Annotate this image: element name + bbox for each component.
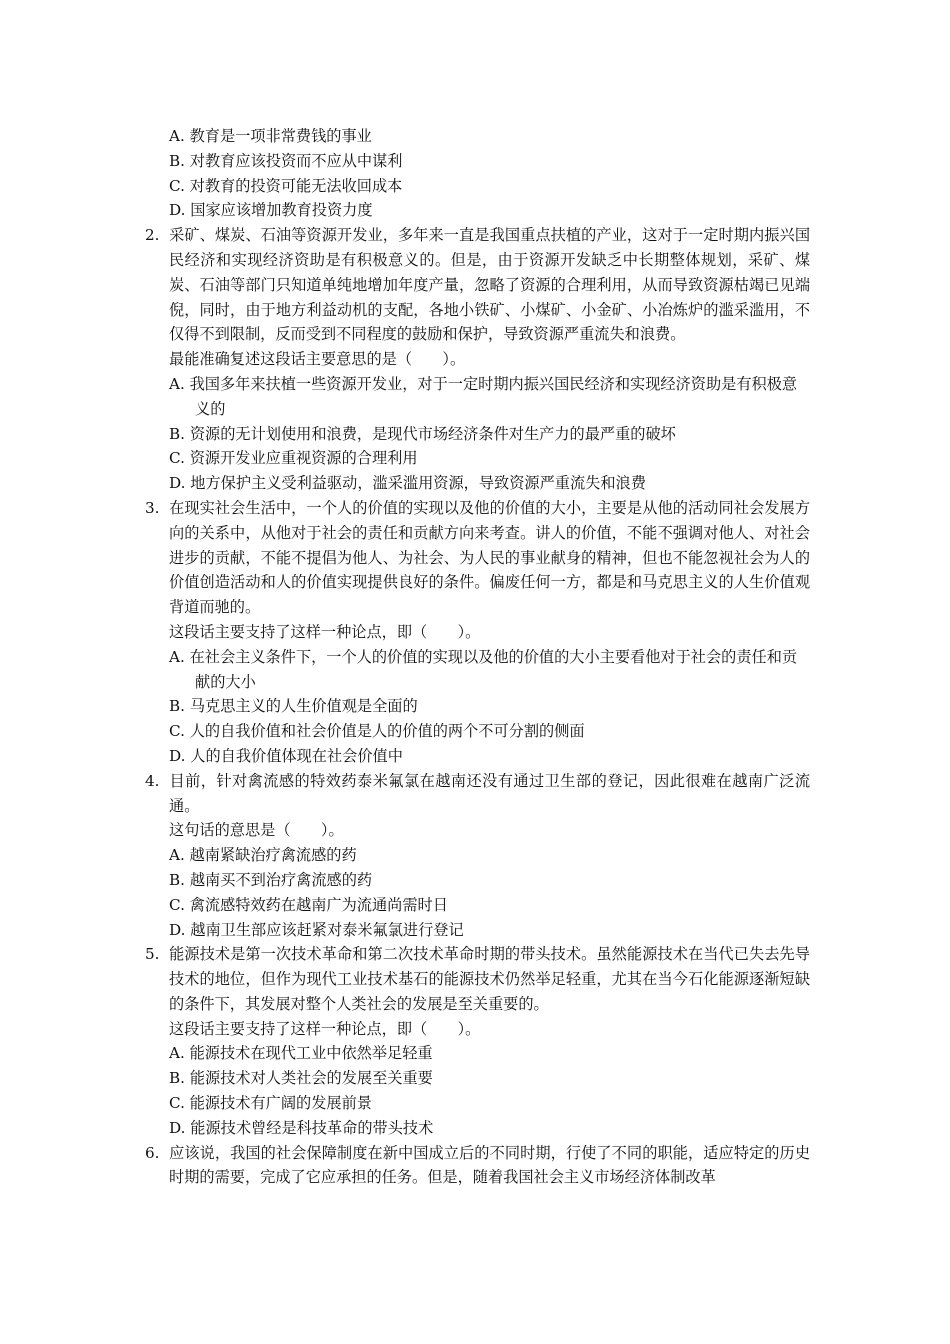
q3-number: 3. bbox=[145, 498, 160, 517]
q5-prompt: 这段话主要支持了这样一种论点，即（ ）。 bbox=[169, 1019, 481, 1038]
q3-option-a: A. 在社会主义条件下，一个人的价值的实现以及他的价值的大小主要看他对于社会的责任和贡献的大小 bbox=[169, 647, 798, 691]
q1-option-c: C. 对教育的投资可能无法收回成本 bbox=[169, 176, 403, 195]
q2-prompt: 最能准确复述这段话主要意思的是（ ）。 bbox=[169, 350, 466, 369]
q4-text: 目前，针对禽流感的特效药泰米氟氯在越南还没有通过卫生部的登记，因此很难在越南广泛流通。 bbox=[169, 771, 810, 815]
q5-option-a: A. 能源技术在现代工业中依然举足轻重 bbox=[169, 1044, 433, 1063]
q2-option-c: C. 资源开发业应重视资源的合理利用 bbox=[169, 449, 418, 468]
question-5 bbox=[145, 942, 810, 1140]
q6-number: 6. bbox=[145, 1143, 160, 1162]
q3-option-b: B. 马克思主义的人生价值观是全面的 bbox=[169, 697, 418, 716]
q6-stem bbox=[145, 1141, 810, 1191]
q5-stem bbox=[145, 942, 810, 1016]
q5-text: 能源技术是第一次技术革命和第二次技术革命时期的带头技术。虽然能源技术在当代已失去先导技术的地位，但作为现代工业技术基石的能源技术仍然举足轻重，尤其在当今石化能源逐渐短缺的条件下，其发展对整个人类社会的发展是至关重要的。 bbox=[169, 945, 810, 1013]
q2-stem bbox=[145, 223, 810, 347]
q5-number: 5. bbox=[145, 945, 160, 964]
q4-stem bbox=[145, 769, 810, 819]
q3-prompt: 这段话主要支持了这样一种论点，即（ ）。 bbox=[169, 622, 481, 641]
question-4 bbox=[145, 769, 810, 943]
q1-option-b: B. 对教育应该投资而不应从中谋利 bbox=[169, 151, 403, 170]
q5-option-c: C. 能源技术有广阔的发展前景 bbox=[169, 1094, 372, 1113]
q3-option-d: D. 人的自我价值体现在社会价值中 bbox=[169, 746, 403, 765]
q2-option-b: B. 资源的无计划使用和浪费，是现代市场经济条件对生产力的最严重的破坏 bbox=[169, 424, 676, 443]
q2-number: 2. bbox=[145, 226, 160, 245]
q6-text: 应该说，我国的社会保障制度在新中国成立后的不同时期，行使了不同的职能，适应特定的历史时期的需要，完成了它应承担的任务。但是，随着我国社会主义市场经济体制改革 bbox=[169, 1143, 810, 1187]
question-6 bbox=[145, 1141, 810, 1191]
q3-option-c: C. 人的自我价值和社会价值是人的价值的两个不可分割的侧面 bbox=[169, 722, 585, 741]
q3-stem bbox=[145, 496, 810, 620]
q1-option-d: D. 国家应该增加教育投资力度 bbox=[169, 201, 373, 220]
q4-number: 4. bbox=[145, 771, 160, 790]
q4-option-d: D. 越南卫生部应该赶紧对泰米氟氯进行登记 bbox=[169, 920, 464, 939]
q4-prompt: 这句话的意思是（ ）。 bbox=[169, 821, 344, 840]
q2-option-d: D. 地方保护主义受利益驱动，滥采滥用资源，导致资源严重流失和浪费 bbox=[169, 474, 646, 493]
question-2 bbox=[145, 223, 810, 496]
q4-option-a: A. 越南紧缺治疗禽流感的药 bbox=[169, 846, 357, 865]
question-3 bbox=[145, 496, 810, 769]
q3-text: 在现实社会生活中，一个人的价值的实现以及他的价值的大小，主要是从他的活动同社会发展方向的关系中，从他对于社会的责任和贡献方向来考查。讲人的价值，不能不强调对他人、对社会进步的贡献，不能不提倡为他人、为社会、为人民的事业献身的精神，但也不能忽视社会为人的价值创造活动和人的价值实现提供良好的条件。偏废任何一方，都是和马克思主义的人生价值观背道而驰的。 bbox=[169, 498, 810, 617]
q5-option-b: B. 能源技术对人类社会的发展至关重要 bbox=[169, 1069, 433, 1088]
question-1-options bbox=[145, 124, 810, 223]
q4-option-c: C. 禽流感特效药在越南广为流通尚需时日 bbox=[169, 895, 448, 914]
q1-option-a: A. 教育是一项非常费钱的事业 bbox=[169, 127, 372, 145]
q2-text: 采矿、煤炭、石油等资源开发业，多年来一直是我国重点扶植的产业，这对于一定时期内振兴国民经济和实现经济资助是有积极意义的。但是，由于资源开发缺乏中长期整体规划，采矿、煤炭、石油等部门只知道单纯地增加年度产量，忽略了资源的合理利用，从而导致资源枯竭已见端倪，同时，由于地方利益动机的支配，各地小铁矿、小煤矿、小金矿、小冶炼炉的滥采滥用，不仅得不到限制，反而受到不同程度的鼓励和保护，导致资源严重流失和浪费。 bbox=[169, 226, 810, 344]
q5-option-d: D. 能源技术曾经是科技革命的带头技术 bbox=[169, 1118, 434, 1137]
q2-option-a: A. 我国多年来扶植一些资源开发业，对于一定时期内振兴国民经济和实现经济资助是有积极意义的 bbox=[169, 374, 798, 418]
document-body bbox=[145, 124, 810, 1190]
q4-option-b: B. 越南买不到治疗禽流感的药 bbox=[169, 870, 373, 889]
